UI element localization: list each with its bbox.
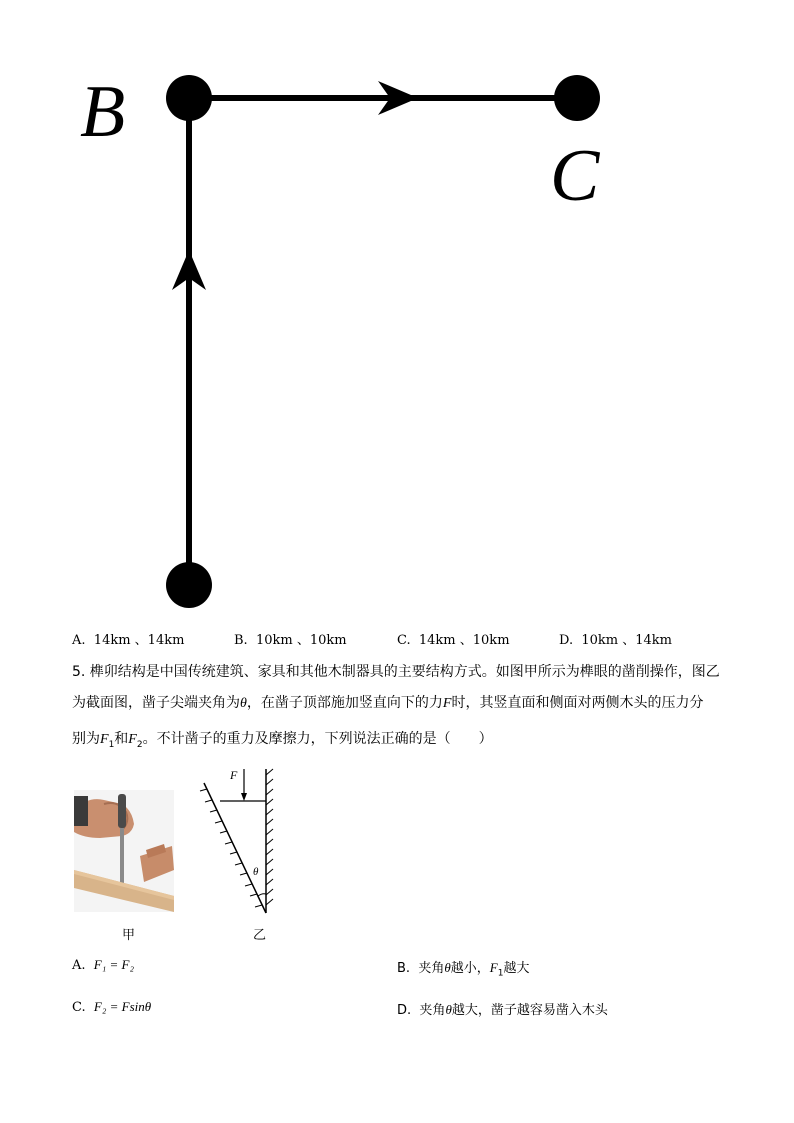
option-d [559, 629, 672, 648]
label-c: C [550, 135, 600, 217]
question-5-line-3: 别为$F_1$和$F_2$。不计凿子的重力及摩擦力，下列说法正确的是（ ） [72, 731, 493, 750]
point-b-dot [166, 75, 212, 121]
force-arrow-icon [241, 793, 247, 801]
option-letter: D. [559, 633, 574, 648]
answer-a: A. F₁ = F₂ [72, 957, 134, 973]
option-a [72, 629, 184, 648]
option-text: 10km 、10km [255, 633, 347, 648]
question-5-line-1: 5. 榫卯结构是中国传统建筑、家具和其他木制器具的主要结构方式。如图甲所示为榫眼的凿削操作，图乙 [72, 664, 720, 680]
angle-arc [258, 894, 266, 896]
point-a-dot [166, 562, 212, 608]
option-text: 10km 、14km [581, 633, 672, 648]
answer-b: B. 夹角θ越小，$F_1$越大 [397, 960, 530, 979]
caption-yi: 乙 [253, 928, 267, 943]
answer-d: D. 夹角θ越大，凿子越容易凿入木头 [397, 1002, 608, 1018]
answer-c: C. F₂ = Fsinθ [72, 999, 152, 1015]
wall-hatching [266, 769, 273, 905]
chisel-photo [74, 790, 174, 912]
chisel-photo-illustration [74, 790, 174, 912]
slant-hatching [200, 789, 262, 907]
option-text: 14km 、10km [418, 633, 510, 648]
option-letter: A. [72, 633, 86, 648]
option-letter: C. [397, 633, 411, 648]
option-c [397, 629, 510, 648]
option-text: 14km 、14km [93, 633, 185, 648]
force-label: F [230, 768, 238, 782]
chisel-cross-section [196, 765, 280, 917]
option-letter: B. [234, 633, 248, 648]
option-b [234, 629, 347, 648]
angle-label: θ [253, 866, 259, 878]
point-c-dot [554, 75, 600, 121]
question-5-line-2: 为截面图，凿子尖端夹角为θ，在凿子顶部施加竖直向下的力F时，其竖直面和侧面对两侧木头的压力分 [72, 695, 704, 711]
label-b: B [80, 71, 126, 153]
slanted-face [204, 783, 266, 913]
caption-jia: 甲 [122, 928, 136, 943]
